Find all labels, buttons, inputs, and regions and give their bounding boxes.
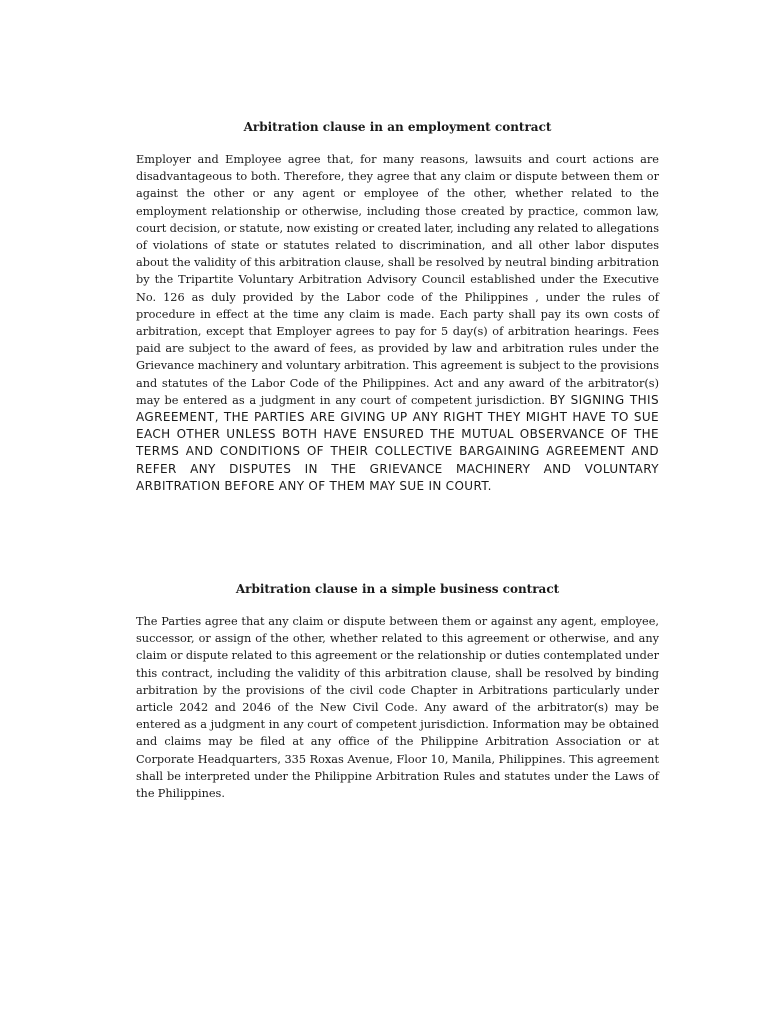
employment-clause-caps-notice: BY SIGNING THIS AGREEMENT, THE PARTIES ARE GIVING UP ANY RIGHT THEY MIGHT HAVE TO SUE EACH OTHER UNLESS BOTH HAVE ENSURED THE MUTUAL OBSERVANCE OF THE TERMS AND CONDITIONS OF THEIR COLLECTIVE BARGAINING AGREEMENT AND REFER ANY DISPUTES IN THE GRIEVANCE MACHINERY AND VOLUNTARY ARBITRATION BEFORE ANY OF THEM MAY SUE IN COURT. — [136, 392, 659, 493]
business-clause-heading: Arbitration clause in a simple business contract — [235, 582, 560, 596]
employment-clause-heading: Arbitration clause in an employment contract — [243, 120, 552, 134]
business-clause-body: The Parties agree that any claim or dispute between them or against any agent, employee, successor, or assign of the other, whether related to this agreement or otherwise, and any claim or dispute related to this agreement or the relationship or duties contemplated under this contract, including the validity of this arbitration clause, shall be resolved by binding arbitration by the provisions of the civil code Chapter in Arbitrations particularly under article 2042 and 2046 of the New Civil Code. Any award of the arbitrator(s) may be entered as a judgment in any court of competent jurisdiction. Information may be obtained and claims may be filed at any office of the Philippine Arbitration Association or at Corporate Headquarters, 335 Roxas Avenue, Floor 10, Manila, Philippines. This agreement shall be interpreted under the Philippine Arbitration Rules and statutes under the Laws of the Philippines. — [136, 615, 659, 801]
employment-clause-section — [136, 119, 659, 495]
employment-clause-paragraph — [136, 151, 659, 495]
business-clause-section — [136, 581, 659, 802]
employment-clause-body: Employer and Employee agree that, for many reasons, lawsuits and court actions are disadvantageous to both. Therefore, they agree that any claim or dispute between them or against the other or any agent or employee of the other, whether related to the employment relationship or otherwise, including those created by practice, common law, court decision, or statute, now existing or created later, including any related to allegations of violations of state or statutes related to discrimination, and all other labor disputes about the validity of this arbitration clause, shall be resolved by neutral binding arbitration by the Tripartite Voluntary Arbitration Advisory Council established under the Executive No. 126 as duly provided by the Labor code of the Philippines , under the rules of procedure in effect at the time any claim is made. Each party shall pay its own costs of arbitration, except that Employer agrees to pay for 5 day(s) of arbitration hearings. Fees paid are subject to the award of fees, as provided by law and arbitration rules under the Grievance machinery and voluntary arbitration. This agreement is subject to the provisions and statutes of the Labor Code of the Philippines. Act and any award of the arbitrator(s) may be entered as a judgment in any court of competent jurisdiction. — [136, 153, 659, 407]
